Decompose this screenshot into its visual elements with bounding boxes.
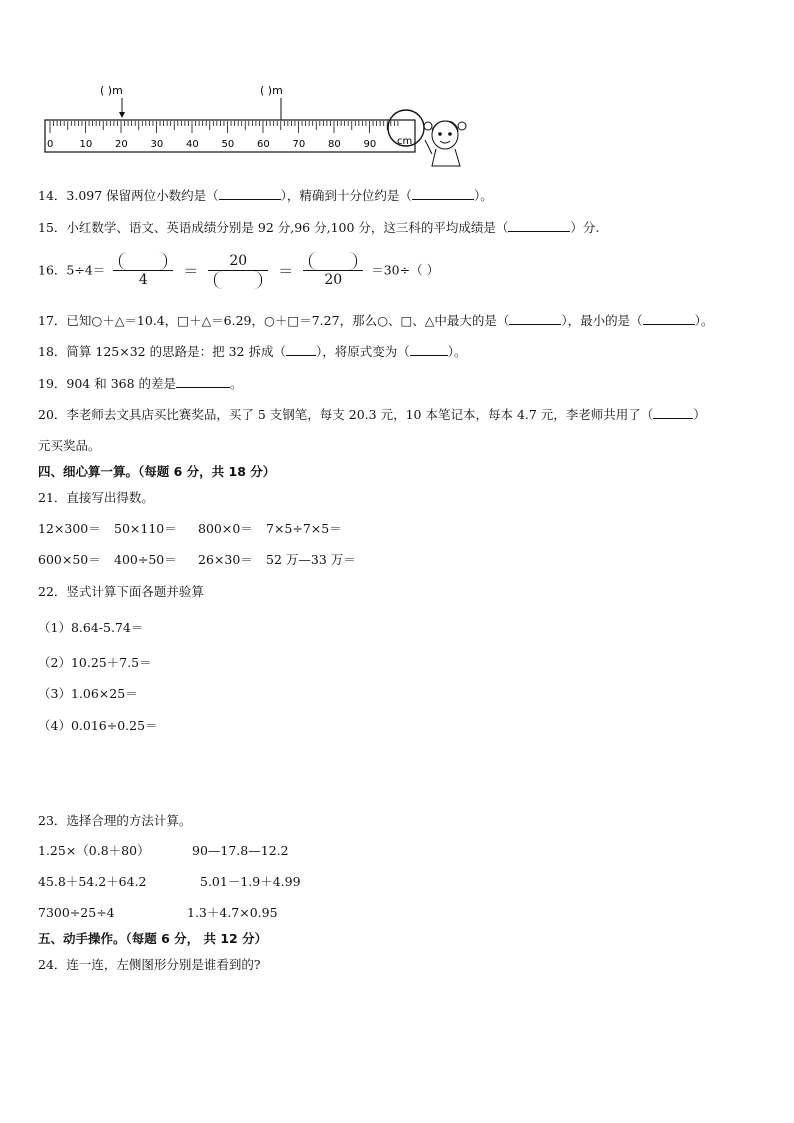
ruler-tick-label: 60	[257, 139, 270, 150]
ruler-tick-label: 30	[150, 139, 164, 150]
calc-item: 45.8＋54.2＋64.2	[38, 874, 147, 889]
question-20: 20．李老师去文具店买比赛奖品，买了 5 支钢笔，每支 20.3 元，10 本笔记本，每本 4.7 元，李老师共用了（ ）	[38, 407, 706, 422]
calc-item: 52 万—33 万＝	[266, 552, 356, 567]
fraction-2: 20	[208, 252, 268, 289]
question-23-row2	[38, 874, 301, 890]
ruler-tick-label: 80	[328, 139, 341, 150]
answer-blank[interactable]	[653, 408, 693, 419]
answer-blank[interactable]	[508, 221, 570, 232]
calc-item: 7300÷25÷4	[38, 905, 115, 920]
calc-item: 800×0＝	[198, 521, 253, 536]
ruler-unit: cm	[397, 136, 413, 147]
ruler-tick-label: 10	[79, 139, 93, 150]
answer-box[interactable]	[309, 252, 357, 270]
question-22-item-3: （3）1.06×25＝	[38, 686, 138, 701]
calc-item: 5.01－1.9＋4.99	[200, 874, 301, 889]
ruler-tick-label: 70	[292, 139, 306, 150]
question-24-title: 24．连一连，左侧图形分别是谁看到的?	[38, 957, 261, 972]
arrow-left-head	[119, 112, 125, 118]
answer-blank[interactable]	[176, 377, 230, 388]
calc-item: 12×300＝	[38, 521, 101, 536]
calc-item: 400÷50＝	[114, 552, 177, 567]
question-22-item-4: （4）0.016÷0.25＝	[38, 718, 158, 733]
calc-item: 26×30＝	[198, 552, 253, 567]
ruler-label-right: ( )m	[260, 84, 283, 97]
answer-blank[interactable]	[643, 314, 695, 325]
answer-blank[interactable]	[410, 345, 448, 356]
calc-item: 7×5÷7×5＝	[266, 521, 342, 536]
ruler-label-left: ( )m	[100, 84, 123, 97]
answer-blank[interactable]	[219, 189, 281, 200]
calc-item: 600×50＝	[38, 552, 101, 567]
question-21-row2	[38, 552, 356, 568]
ruler-tick-label: 90	[363, 139, 377, 150]
ruler-tick-label: 50	[221, 139, 235, 150]
ruler-tick-label: 40	[186, 139, 199, 150]
answer-box[interactable]	[119, 252, 167, 270]
answer-blank[interactable]	[412, 189, 474, 200]
question-17: 17．已知○＋△＝10.4，□＋△＝6.29，○＋□＝7.27，那么○、□、△中最大的是（ ），最小的是（ ）。	[38, 313, 714, 328]
answer-blank[interactable]	[509, 314, 561, 325]
calc-item: 90—17.8—12.2	[192, 843, 289, 858]
ruler-tick-label: 20	[115, 139, 128, 150]
calc-item: 50×110＝	[114, 521, 177, 536]
question-20-line2: 元买奖品。	[38, 438, 101, 453]
girl-character-icon	[424, 121, 466, 166]
question-14: 14．3.097 保留两位小数约是（ ），精确到十分位约是（ ）。	[38, 188, 493, 203]
question-23-title: 23．选择合理的方法计算。	[38, 813, 192, 828]
answer-box[interactable]	[214, 271, 262, 289]
question-22-item-2: （2）10.25＋7.5＝	[38, 655, 152, 670]
answer-blank[interactable]	[286, 345, 316, 356]
section-4-title: 四、细心算一算。（每题 6 分，共 18 分）	[38, 464, 276, 479]
question-23-row3	[38, 905, 278, 921]
question-15: 15．小红数学、语文、英语成绩分别是 92 分,96 分,100 分，这三科的平均成绩是（ ）分.	[38, 220, 600, 235]
ruler-tick-label: 0	[47, 139, 54, 150]
question-21-row1	[38, 521, 342, 537]
calc-item: 1.25×（0.8＋80）	[38, 843, 150, 858]
fraction-1: 4	[113, 252, 173, 289]
question-22-item-1: （1）8.64-5.74＝	[38, 620, 144, 635]
question-16: 16．5÷4＝ 4 ＝ 20 ＝ 20 ＝30÷（ ）	[38, 253, 440, 288]
ruler-illustration	[40, 80, 480, 175]
fraction-3: 20	[303, 252, 363, 289]
question-23-row1	[38, 843, 289, 859]
question-18: 18．简算 125×32 的思路是：把 32 拆成（ ），将原式变为（ ）。	[38, 344, 467, 359]
section-5-title: 五、动手操作。（每题 6 分， 共 12 分）	[38, 931, 268, 946]
question-22-title: 22．竖式计算下面各题并验算	[38, 584, 204, 599]
question-19: 19．904 和 368 的差是 。	[38, 376, 243, 391]
question-21-title: 21．直接写出得数。	[38, 490, 154, 505]
calc-item: 1.3＋4.7×0.95	[187, 905, 278, 920]
